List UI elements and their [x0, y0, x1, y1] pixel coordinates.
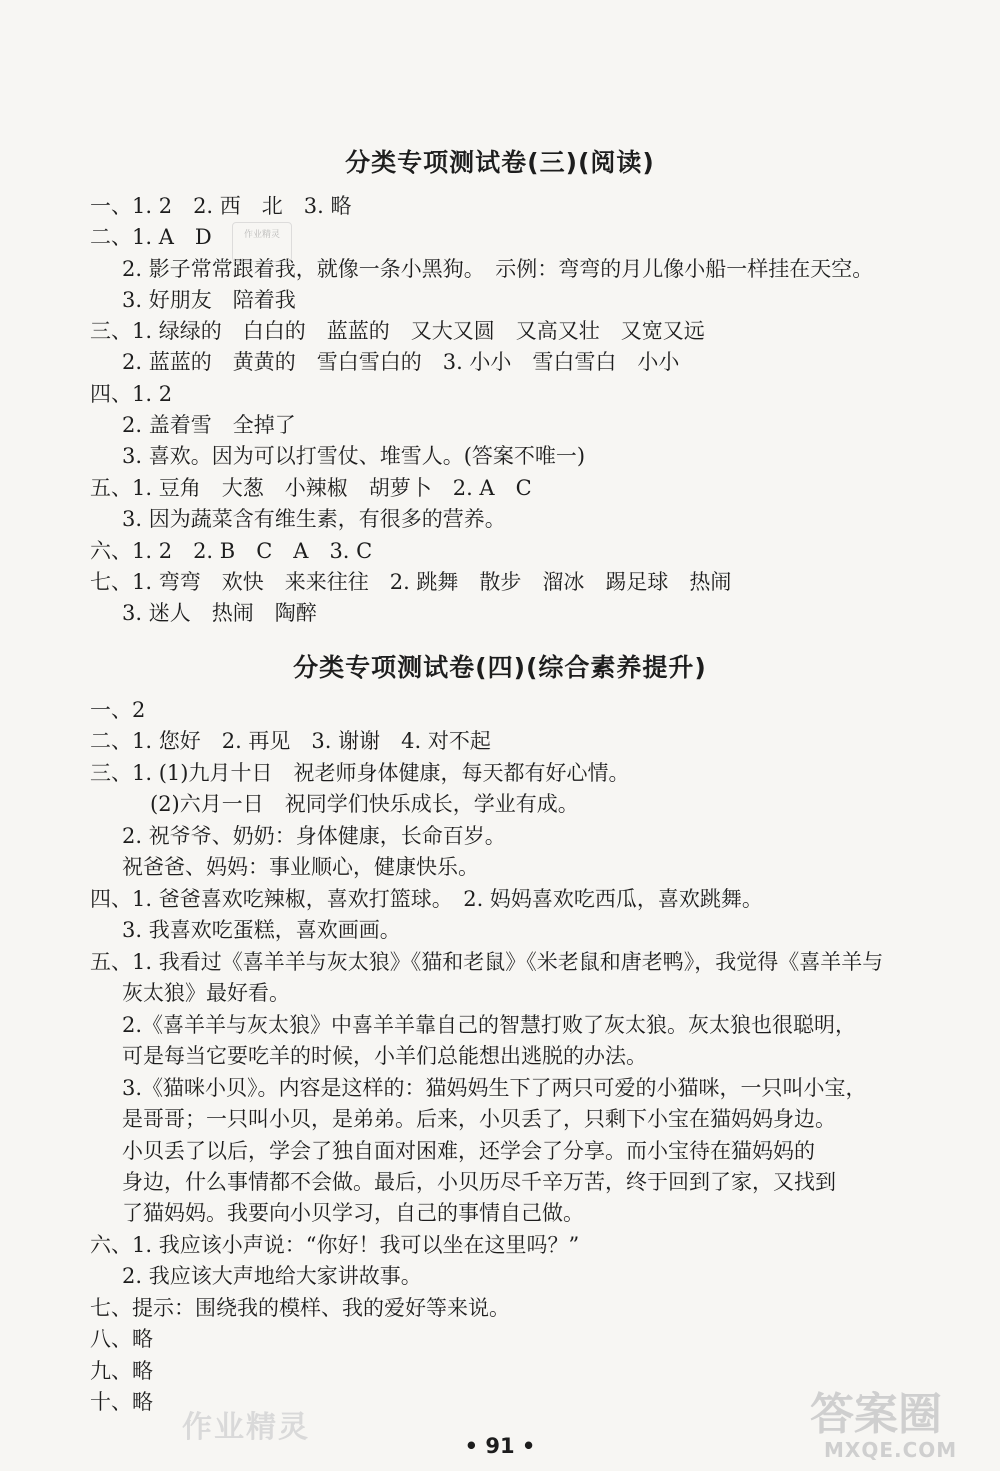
answer-line: 二、1. A D: [90, 225, 212, 249]
answer-line: 2. 祝爷爷、奶奶：身体健康，长命百岁。: [122, 824, 506, 848]
answer-line: 可是每当它要吃羊的时候，小羊们总能想出逃脱的办法。: [122, 1044, 647, 1068]
answer-line: 十、略: [90, 1390, 153, 1414]
answer-line: 3. 因为蔬菜含有维生素，有很多的营养。: [122, 507, 506, 531]
answer-line: 六、1. 我应该小声说：“你好！我可以坐在这里吗？”: [90, 1233, 580, 1257]
answer-line: 2. 影子常常跟着我，就像一条小黑狗。 示例：弯弯的月儿像小船一样挂在天空。: [122, 257, 874, 281]
answer-line: 四、1. 爸爸喜欢吃辣椒，喜欢打篮球。 2. 妈妈喜欢吃西瓜，喜欢跳舞。: [90, 887, 763, 911]
section-title-4: 分类专项测试卷(四)(综合素养提升): [293, 653, 707, 682]
answer-line: 了猫妈妈。我要向小贝学习，自己的事情自己做。: [122, 1201, 584, 1225]
answer-line: 三、1. (1)九月十日 祝老师身体健康，每天都有好心情。: [90, 761, 630, 785]
watermark-text: 作业精灵: [182, 1410, 310, 1445]
answer-line: 四、1. 2: [90, 382, 173, 406]
answer-line: (2)六月一日 祝同学们快乐成长，学业有成。: [150, 792, 579, 816]
answer-line: 3. 好朋友 陪着我: [122, 288, 296, 312]
answer-line: 七、提示：围绕我的模样、我的爱好等来说。: [90, 1296, 510, 1320]
answer-line: 3. 我喜欢吃蛋糕，喜欢画画。: [122, 918, 401, 942]
answer-line: 小贝丢了以后，学会了独自面对困难，还学会了分享。而小宝待在猫妈妈的: [122, 1139, 815, 1163]
page-number: • 91 •: [464, 1434, 536, 1458]
answer-line: 灰太狼》最好看。: [122, 981, 290, 1005]
answer-line: 祝爸爸、妈妈：事业顺心，健康快乐。: [122, 855, 479, 879]
answer-line: 九、略: [90, 1359, 153, 1383]
answer-line: 一、1. 2 2. 西 北 3. 略: [90, 194, 352, 218]
url-watermark: MXQE.COM: [824, 1438, 958, 1462]
answer-line: 八、略: [90, 1327, 153, 1351]
answer-line: 3. 喜欢。因为可以打雪仗、堆雪人。(答案不唯一): [122, 444, 586, 468]
answer-line: 2. 蓝蓝的 黄黄的 雪白雪白的 3. 小小 雪白雪白 小小: [122, 350, 680, 374]
answer-line: 3.《猫咪小贝》。内容是这样的：猫妈妈生下了两只可爱的小猫咪，一只叫小宝，: [122, 1076, 867, 1100]
answer-line: 七、1. 弯弯 欢快 来来往往 2. 跳舞 散步 溜冰 踢足球 热闹: [90, 570, 732, 594]
answer-line: 身边，什么事情都不会做。最后，小贝历尽千辛万苦，终于回到了家，又找到: [122, 1170, 836, 1194]
answer-line: 是哥哥；一只叫小贝，是弟弟。后来，小贝丢了，只剩下小宝在猫妈妈身边。: [122, 1107, 836, 1131]
answer-line: 2.《喜羊羊与灰太狼》中喜羊羊靠自己的智慧打败了灰太狼。灰太狼也很聪明，: [122, 1013, 857, 1037]
stamp-watermark: 作业精灵: [232, 222, 292, 262]
answer-line: 2. 盖着雪 全掉了: [122, 413, 296, 437]
answer-line: 三、1. 绿绿的 白白的 蓝蓝的 又大又圆 又高又壮 又宽又远: [90, 319, 705, 343]
answer-line: 五、1. 豆角 大葱 小辣椒 胡萝卜 2. A C: [90, 476, 532, 500]
answer-line: 2. 我应该大声地给大家讲故事。: [122, 1264, 422, 1288]
answer-line: 3. 迷人 热闹 陶醉: [122, 601, 317, 625]
answer-line: 二、1. 您好 2. 再见 3. 谢谢 4. 对不起: [90, 729, 491, 753]
logo-watermark: 答案圈: [810, 1389, 942, 1440]
section-title-3: 分类专项测试卷(三)(阅读): [345, 148, 655, 177]
answer-line: 五、1. 我看过《喜羊羊与灰太狼》《猫和老鼠》《米老鼠和唐老鸭》，我觉得《喜羊羊与: [90, 950, 884, 974]
answer-line: 六、1. 2 2. B C A 3. C: [90, 539, 373, 563]
answer-line: 一、2: [90, 698, 146, 722]
